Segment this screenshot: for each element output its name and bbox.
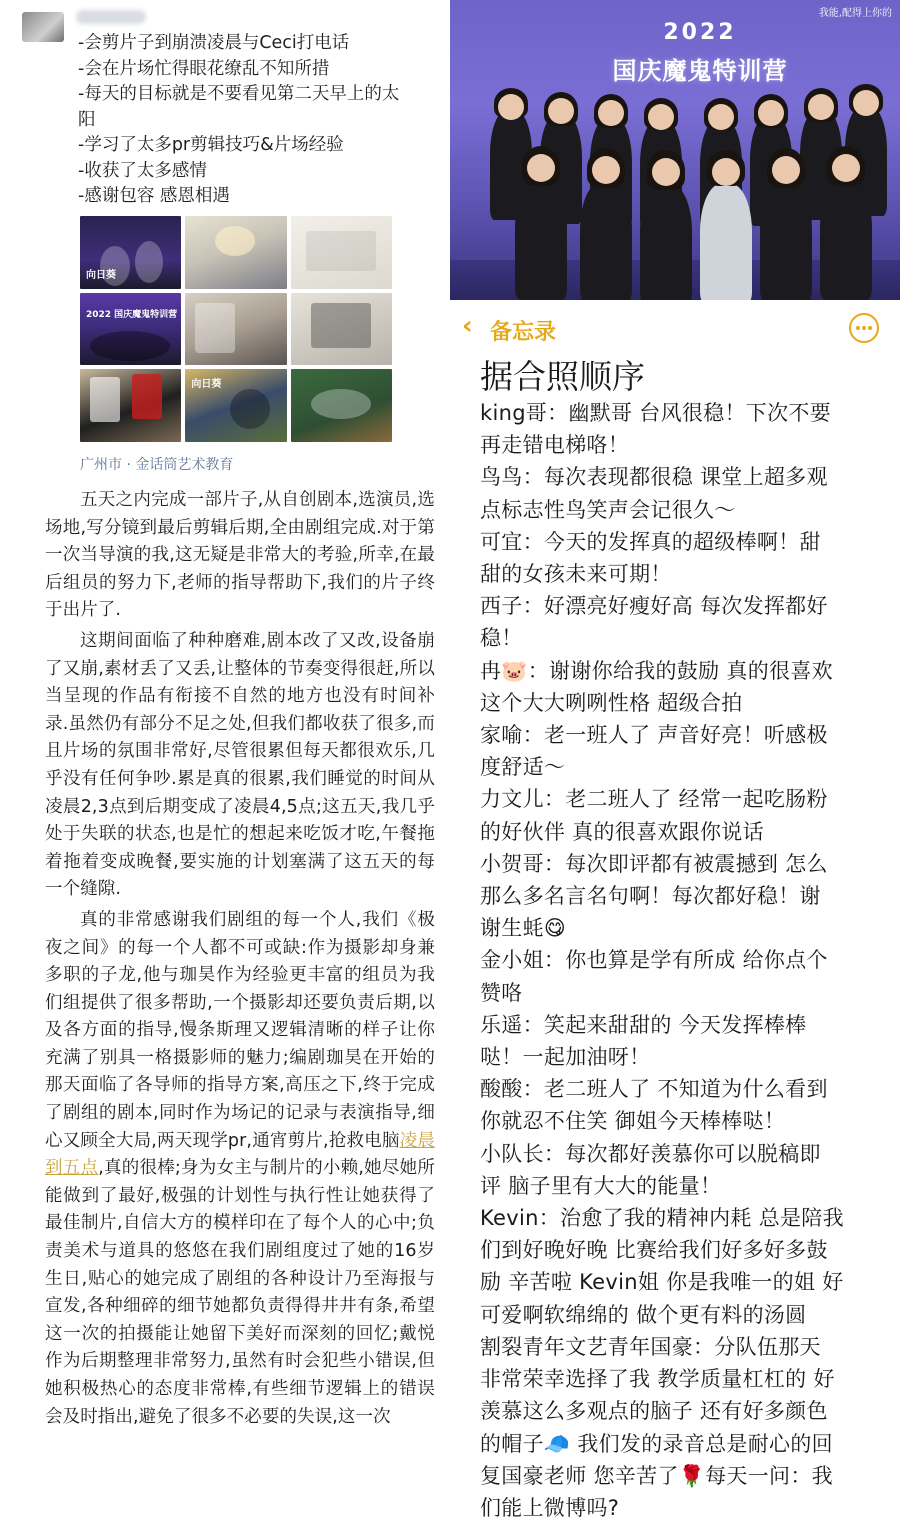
memo-title: 据合照顺序	[480, 357, 645, 396]
bullet-line: -会剪片子到崩溃凌晨与Ceci打电话	[78, 33, 350, 53]
username-blurred	[76, 10, 146, 24]
photo-banner	[600, 20, 800, 86]
photo-thumb-poster[interactable]	[185, 369, 286, 442]
photo-thumb-monitor[interactable]	[291, 293, 392, 366]
memo-line: 西子：好漂亮好瘦好高 每次发挥都好	[480, 594, 828, 619]
memo-line: Kevin：治愈了我的精神内耗 总是陪我	[480, 1206, 844, 1231]
memo-line: 这个大大咧咧性格 超级合拍	[480, 690, 743, 715]
article-paragraph	[45, 907, 435, 1431]
photo-thumb-notebook[interactable]	[291, 216, 392, 289]
memo-panel	[450, 0, 900, 1532]
memo-body[interactable]	[480, 397, 892, 1524]
memo-line: 家喻：老一班人了 声音好亮！听感极	[480, 723, 828, 748]
post-article	[45, 487, 435, 1434]
bullet-line: -收获了太多感情	[78, 160, 207, 181]
article-paragraph: 五天之内完成一部片子,从自创剧本,选演员,选场地,写分镜到最后剪辑后期,全由剧组完成.对于第一次当导演的我,这无疑是非常大的考验,所幸,在最后组员的努力下,老师的指导帮助下,我们的片子终于出片了.	[45, 490, 435, 621]
memo-line: 那么多名言名句啊！每次都好稳！谢	[480, 884, 821, 909]
photo-title: 国庆魔鬼特训营	[612, 57, 788, 85]
bullet-line: -会在片场忙得眼花缭乱不知所措	[78, 58, 330, 79]
memo-line: 鸟鸟：每次表现都很稳 课堂上超多观	[480, 465, 828, 490]
memo-line: 酸酸：老二班人了 不知道为什么看到	[480, 1077, 828, 1102]
photo-thumb-cards[interactable]	[80, 369, 181, 442]
memo-line: 们能上微博吗?	[480, 1495, 620, 1520]
highlighted-text-link[interactable]: 凌晨到五点	[45, 1130, 436, 1179]
more-icon[interactable]	[849, 313, 879, 343]
memo-line: 乐遥：笑起来甜甜的 今天发挥棒棒	[480, 1012, 807, 1037]
memo-line: king哥：幽默哥 台风很稳！下次不要	[480, 401, 832, 425]
memo-line: 点标志性鸟笑声会记很久～	[480, 497, 736, 522]
memo-line: 小贺哥：每次即评都有被震撼到 怎么	[480, 851, 828, 876]
post-bullets	[78, 31, 448, 210]
memo-line: 金小姐：你也算是学有所成 给你点个	[480, 948, 828, 973]
photo-caption-small: 我能,配得上你的	[818, 8, 892, 19]
memo-line: 度舒适～	[480, 755, 566, 780]
memo-line: 哒！一起加油呀！	[480, 1045, 651, 1070]
photo-thumb-table[interactable]	[291, 369, 392, 442]
memo-line: 小队长：每次都好羡慕你可以脱稿即	[480, 1141, 821, 1166]
memo-line: 励 辛苦啦 Kevin姐 你是我唯一的姐 好	[480, 1270, 844, 1295]
photo-thumb-group[interactable]	[80, 216, 181, 289]
bullet-line: -每天的目标就是不要看见第二天早上的太	[78, 84, 400, 104]
memo-line: 复国豪老师 您辛苦了🌹每天一问：我	[480, 1463, 833, 1488]
memo-line: 割裂青年文艺青年国豪：分队伍那天	[480, 1334, 821, 1359]
post-location[interactable]: 广州市 · 金话筒艺术教育	[80, 457, 234, 473]
bullet-line: -感谢包容 感恩相遇	[78, 186, 230, 206]
group-photo[interactable]	[450, 0, 900, 300]
thumb-tag: 向日葵	[191, 379, 222, 391]
thumb-tag: 2022 国庆魔鬼特训营	[86, 309, 178, 320]
memo-nav-bar	[450, 305, 900, 349]
photo-thumb-group-2[interactable]	[80, 293, 181, 366]
memo-line: 力文儿：老二班人了 经常一起吃肠粉	[480, 787, 828, 812]
photo-thumb-building[interactable]	[185, 216, 286, 289]
memo-line: 赞咯	[480, 980, 523, 1005]
memo-line: 可宜：今天的发挥真的超级棒啊！甜	[480, 529, 821, 554]
memo-line: 谢生蚝😋	[480, 916, 567, 941]
article-text: ,真的很棒;身为女主与制片的小赖,她尽她所能做到了最好,极强的计划性与执行性让她获得了最佳制片,自信大方的模样印在了每个人的心中;负责美术与道具的悠悠在我们剧组度过了她的16岁生日,贴心的她完成了剧组的各种设计乃至海报与宣发,各种细碎的细节她都负责得得井井有条,希望这一次的拍摄能让她留下美好而深刻的回忆;戴悦作为后期整理非常努力,虽然有时会犯些小错误,但她积极热心的态度非常棒,有些细节逻辑上的错误会及时指出,避免了很多不必要的失误,这一次	[45, 1158, 435, 1427]
bullet-line: 阳	[78, 109, 96, 130]
memo-line: 羡慕这么多观点的脑子 还有好多颜色	[480, 1399, 828, 1424]
memo-line: 的好伙伴 真的很喜欢跟你说话	[480, 819, 764, 844]
thumb-tag: 向日葵	[86, 270, 116, 281]
memo-line: 评 脑子里有大大的能量！	[480, 1173, 722, 1198]
memo-line: 非常荣幸选择了我 教学质量杠杠的 好	[480, 1367, 835, 1392]
chevron-left-icon[interactable]: ‹	[462, 311, 473, 341]
memo-line: 冉🐷：谢谢你给我的鼓励 真的很喜欢	[480, 658, 833, 683]
photo-grid	[80, 216, 392, 442]
photo-year: 2022	[663, 20, 737, 45]
avatar[interactable]	[22, 12, 64, 42]
memo-line: 的帽子🧢 我们发的录音总是耐心的回	[480, 1431, 833, 1456]
memo-line: 们到好晚好晚 比赛给我们好多好多鼓	[480, 1238, 828, 1263]
memo-line: 稳！	[480, 626, 523, 651]
memo-line: 可爱啊软绵绵的 做个更有料的汤圆	[480, 1302, 807, 1327]
memo-line: 再走错电梯咯！	[480, 433, 630, 458]
article-text: 真的非常感谢我们剧组的每一个人,我们《极夜之间》的每一个人都不可或缺:作为摄影却身兼多职的子龙,他与珈昊作为经验更丰富的组员为我们组提供了很多帮助,一个摄影却还要负责后期,以及各方面的指导,慢条斯理又逻辑清晰的样子让你充满了别具一格摄影师的魅力;编剧珈昊在开始的那天面临了各导师的指导方案,高压之下,终于完成了剧组的剧本,同时作为场记的记录与表演指导,细心又顾全大局,两天现学pr,通宵剪片,抢救电脑	[45, 909, 435, 1151]
bullet-line: -学习了太多pr剪辑技巧&片场经验	[78, 135, 344, 155]
article-paragraph: 这期间面临了种种磨难,剧本改了又改,设备崩了又崩,素材丢了又丢,让整体的节奏变得很赶,所以当呈现的作品有衔接不自然的地方也没有时间补录.虽然仍有部分不足之处,但我们都收获了很多,而且片场的氛围非常好,尽管很累但每天都很欢乐,几乎没有任何争吵.累是真的很累,我们睡觉的时间从凌晨2,3点到后期变成了凌晨4,5点;这五天,我几乎处于失联的状态,也是忙的想起来吃饭才吃,午餐拖着拖着变成晚餐,要实施的计划塞满了这五天的每一个缝隙.	[45, 630, 435, 900]
photo-thumb-window[interactable]	[185, 293, 286, 366]
back-button[interactable]: 备忘录	[490, 320, 557, 345]
memo-line: 你就忍不住笑 御姐今天棒棒哒！	[480, 1109, 786, 1134]
photo-people	[470, 80, 890, 300]
memo-line: 甜的女孩未来可期！	[480, 562, 672, 587]
